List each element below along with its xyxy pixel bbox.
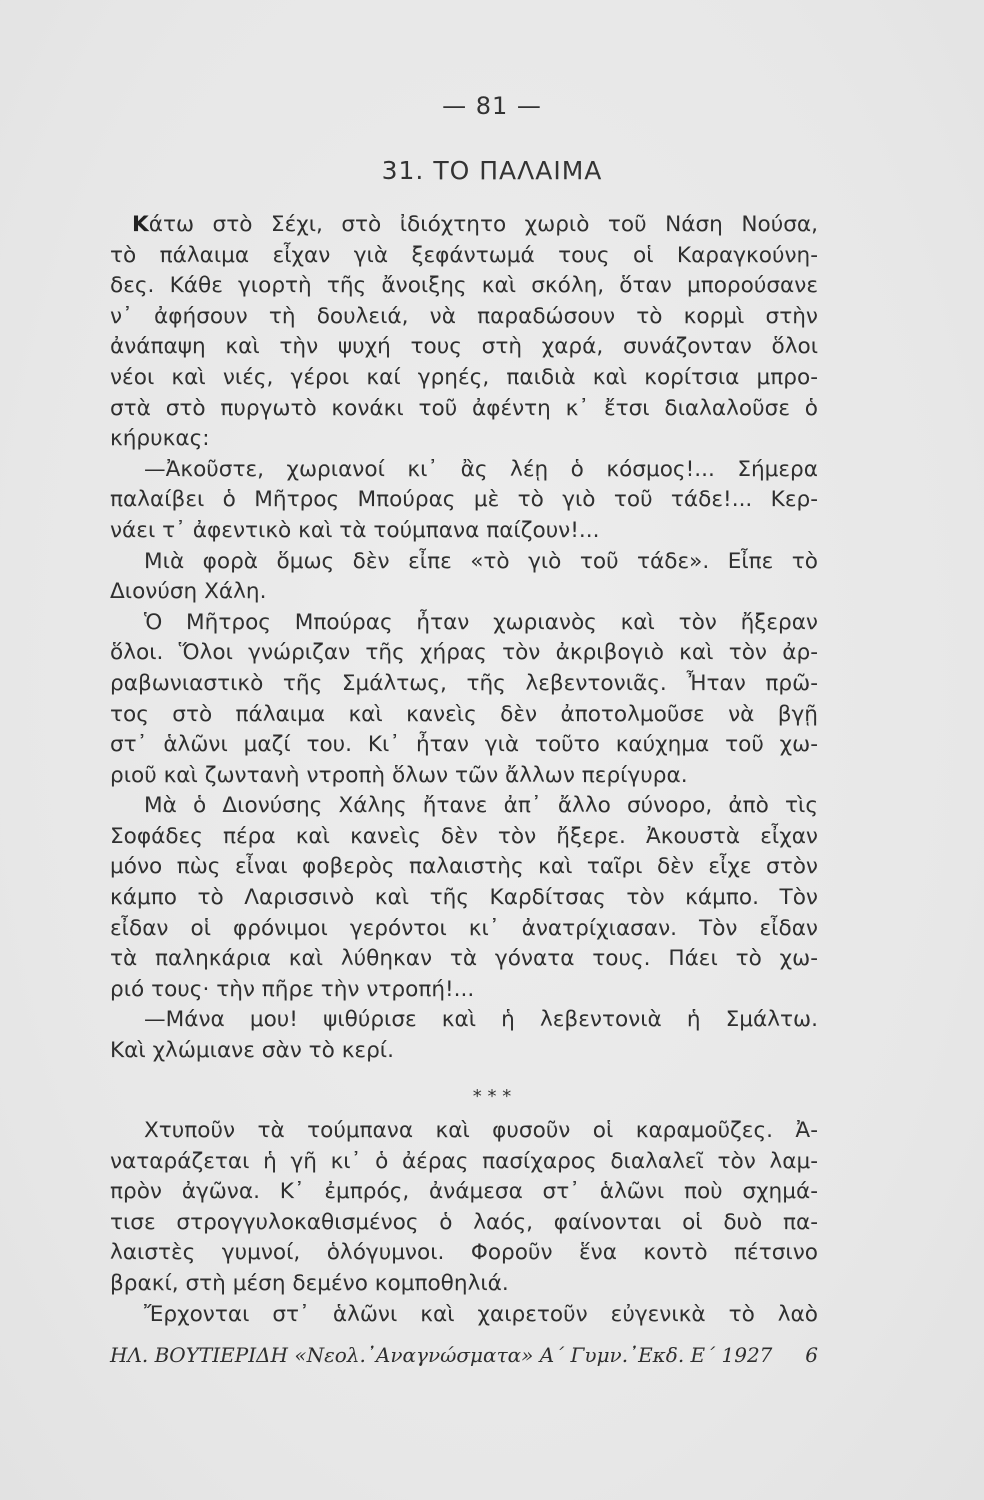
text-line-18: ριοῦ καὶ ζωντανὴ ντροπὴ ὅλων τῶν ἄλλων περίγυρα. [110, 762, 688, 788]
text-line-27: Καὶ χλώμιανε σὰν τὸ κερί. [110, 1038, 394, 1064]
footer-text: ΗΛ. ΒΟΥΤΙΕΡΙΔΗ «Νεολ.᾿Αναγνώσματα» Α΄ Γυμν.᾿Εκδ. Ε΄ 1927 [110, 1343, 773, 1367]
text2-line-2: πρὸν ἀγῶνα. Κ᾿ ἐμπρός, ἀνάμεσα στ᾿ ἁλῶνι ποὺ σχημά- [110, 1179, 818, 1205]
text-line-14: ὅλοι. Ὅλοι γνώριζαν τῆς χήρας τὸν ἀκριβογιὸ καὶ τὸν ἀρ- [110, 640, 818, 666]
text-line-13: Ὁ Μῆτρος Μπούρας ἦταν χωριανὸς καὶ τὸν ἤξεραν [144, 609, 818, 635]
signature-number: 6 [805, 1343, 818, 1367]
text-line-7: κήρυκας: [110, 426, 210, 452]
text-line-1: τὸ πάλαιμα εἶχαν γιὰ ξεφάντωμά τους οἱ Καραγκούνη- [110, 242, 818, 268]
text-line-19: Μὰ ὁ Διονύσης Χάλης ἤτανε ἀπ᾿ ἄλλο σύνορο, ἀπὸ τὶς [144, 793, 818, 819]
text-line-21: μόνο πὼς εἶναι φοβερὸς παλαιστὴς καὶ ταῖρι δὲν εἶχε στὸν [110, 854, 818, 880]
body-text-2 [110, 1116, 818, 1330]
drop-cap: Κ [132, 212, 149, 237]
text-line-10: νάει τ᾿ ἀφεντικὸ καὶ τὰ τούμπανα παίζουν!... [110, 517, 600, 543]
text-line-6: στὰ στὸ πυργωτὸ κονάκι τοῦ ἀφέντη κ᾿ ἔτσι διαλαλοῦσε ὁ [110, 395, 818, 421]
text2-line-4: λαιστὲς γυμνοί, ὁλόγυμνοι. Φοροῦν ἕνα κοντὸ πέτσινο [110, 1240, 818, 1266]
text-line-16: τος στὸ πάλαιμα καὶ κανεὶς δὲν ἀποτολμοῦσε νὰ βγῇ [110, 701, 818, 727]
text-line-20: Σοφάδες πέρα καὶ κανεὶς δὲν τὸν ἤξερε. Ἀκουστὰ εἶχαν [110, 823, 818, 849]
text-line-4: ἀνάπαψη καὶ τὴν ψυχή τους στὴ χαρά, συνάζονταν ὅλοι [110, 334, 818, 360]
text-line-3: ν᾿ ἀφήσουν τὴ δουλειά, νὰ παραδώσουν τὸ κορμὶ στὴν [110, 303, 818, 329]
chapter-title: 31. ΤΟ ΠΑΛΑΙΜΑ [381, 156, 603, 185]
text-line-25: ριό τους· τὴν πῆρε τὴν ντροπή!... [110, 976, 475, 1002]
footer-citation [110, 1343, 818, 1367]
text-line-0: Κάτω στὸ Σέχι, στὸ ἰδιόχτητο χωριὸ τοῦ Νάση Νούσα, [132, 212, 818, 237]
text-line-23: εἶδαν οἱ φρόνιμοι γερόντοι κι᾿ ἀνατρίχιασαν. Τὸν εἶδαν [110, 915, 818, 941]
text-line-12: Διονύση Χάλη. [110, 579, 267, 605]
text-line-5: νέοι καὶ νιές, γέροι καί γρηές, παιδιὰ καὶ κορίτσια μπρο- [110, 364, 818, 390]
text2-line-1: ναταράζεται ἡ γῆ κι᾿ ὁ ἀέρας πασίχαρος διαλαλεῖ τὸν λαμ- [110, 1148, 818, 1174]
body-text [110, 210, 818, 1067]
text-line-8: —Ἀκοῦστε, χωριανοί κι᾿ ἂς λέῃ ὁ κόσμος!... Σήμερα [144, 456, 818, 482]
text2-line-3: τισε στρογγυλοκαθισμένος ὁ λαός, φαίνονται οἱ δυὸ πα- [110, 1209, 818, 1235]
text2-line-5: βρακί, στὴ μέση δεμένο κομποθηλιά. [110, 1270, 509, 1296]
text-line-26: —Μάνα μου! ψιθύρισε καὶ ἡ λεβεντονιὰ ἡ Σμάλτω. [144, 1007, 818, 1033]
text2-line-6: Ἔρχονται στ᾿ ἁλῶνι καὶ χαιρετοῦν εὐγενικὰ τὸ λαὸ [144, 1301, 818, 1327]
text-line-17: στ᾿ ἁλῶνι μαζί του. Κι᾿ ἦταν γιὰ τοῦτο καύχημα τοῦ χω- [110, 732, 818, 758]
page-number: — 81 — [442, 92, 542, 120]
text-line-11: Μιὰ φορὰ ὅμως δὲν εἶπε «τὸ γιὸ τοῦ τάδε». Εἶπε τὸ [144, 548, 818, 574]
text-line-24: τὰ παληκάρια καὶ λύθηκαν τὰ γόνατα τους. Πάει τὸ χω- [110, 946, 818, 972]
text-line-22: κάμπο τὸ Λαρισσινὸ καὶ τῆς Καρδίτσας τὸν κάμπο. Τὸν [110, 885, 818, 911]
text2-line-0: Χτυποῦν τὰ τούμπανα καὶ φυσοῦν οἱ καραμοῦζες. Ἀ- [144, 1118, 818, 1143]
text-line-2: δες. Κάθε γιορτὴ τῆς ἄνοιξης καὶ σκόλη, ὅταν μπορούσανε [110, 273, 818, 299]
text-line-9: παλαίβει ὁ Μῆτρος Μπούρας μὲ τὸ γιὸ τοῦ τάδε!... Κερ- [110, 487, 818, 513]
asterism-divider: * * * [472, 1086, 512, 1107]
text-line-15: ραβωνιαστικὸ τῆς Σμάλτως, τῆς λεβεντονιᾶς. Ἦταν πρῶ- [110, 670, 818, 696]
